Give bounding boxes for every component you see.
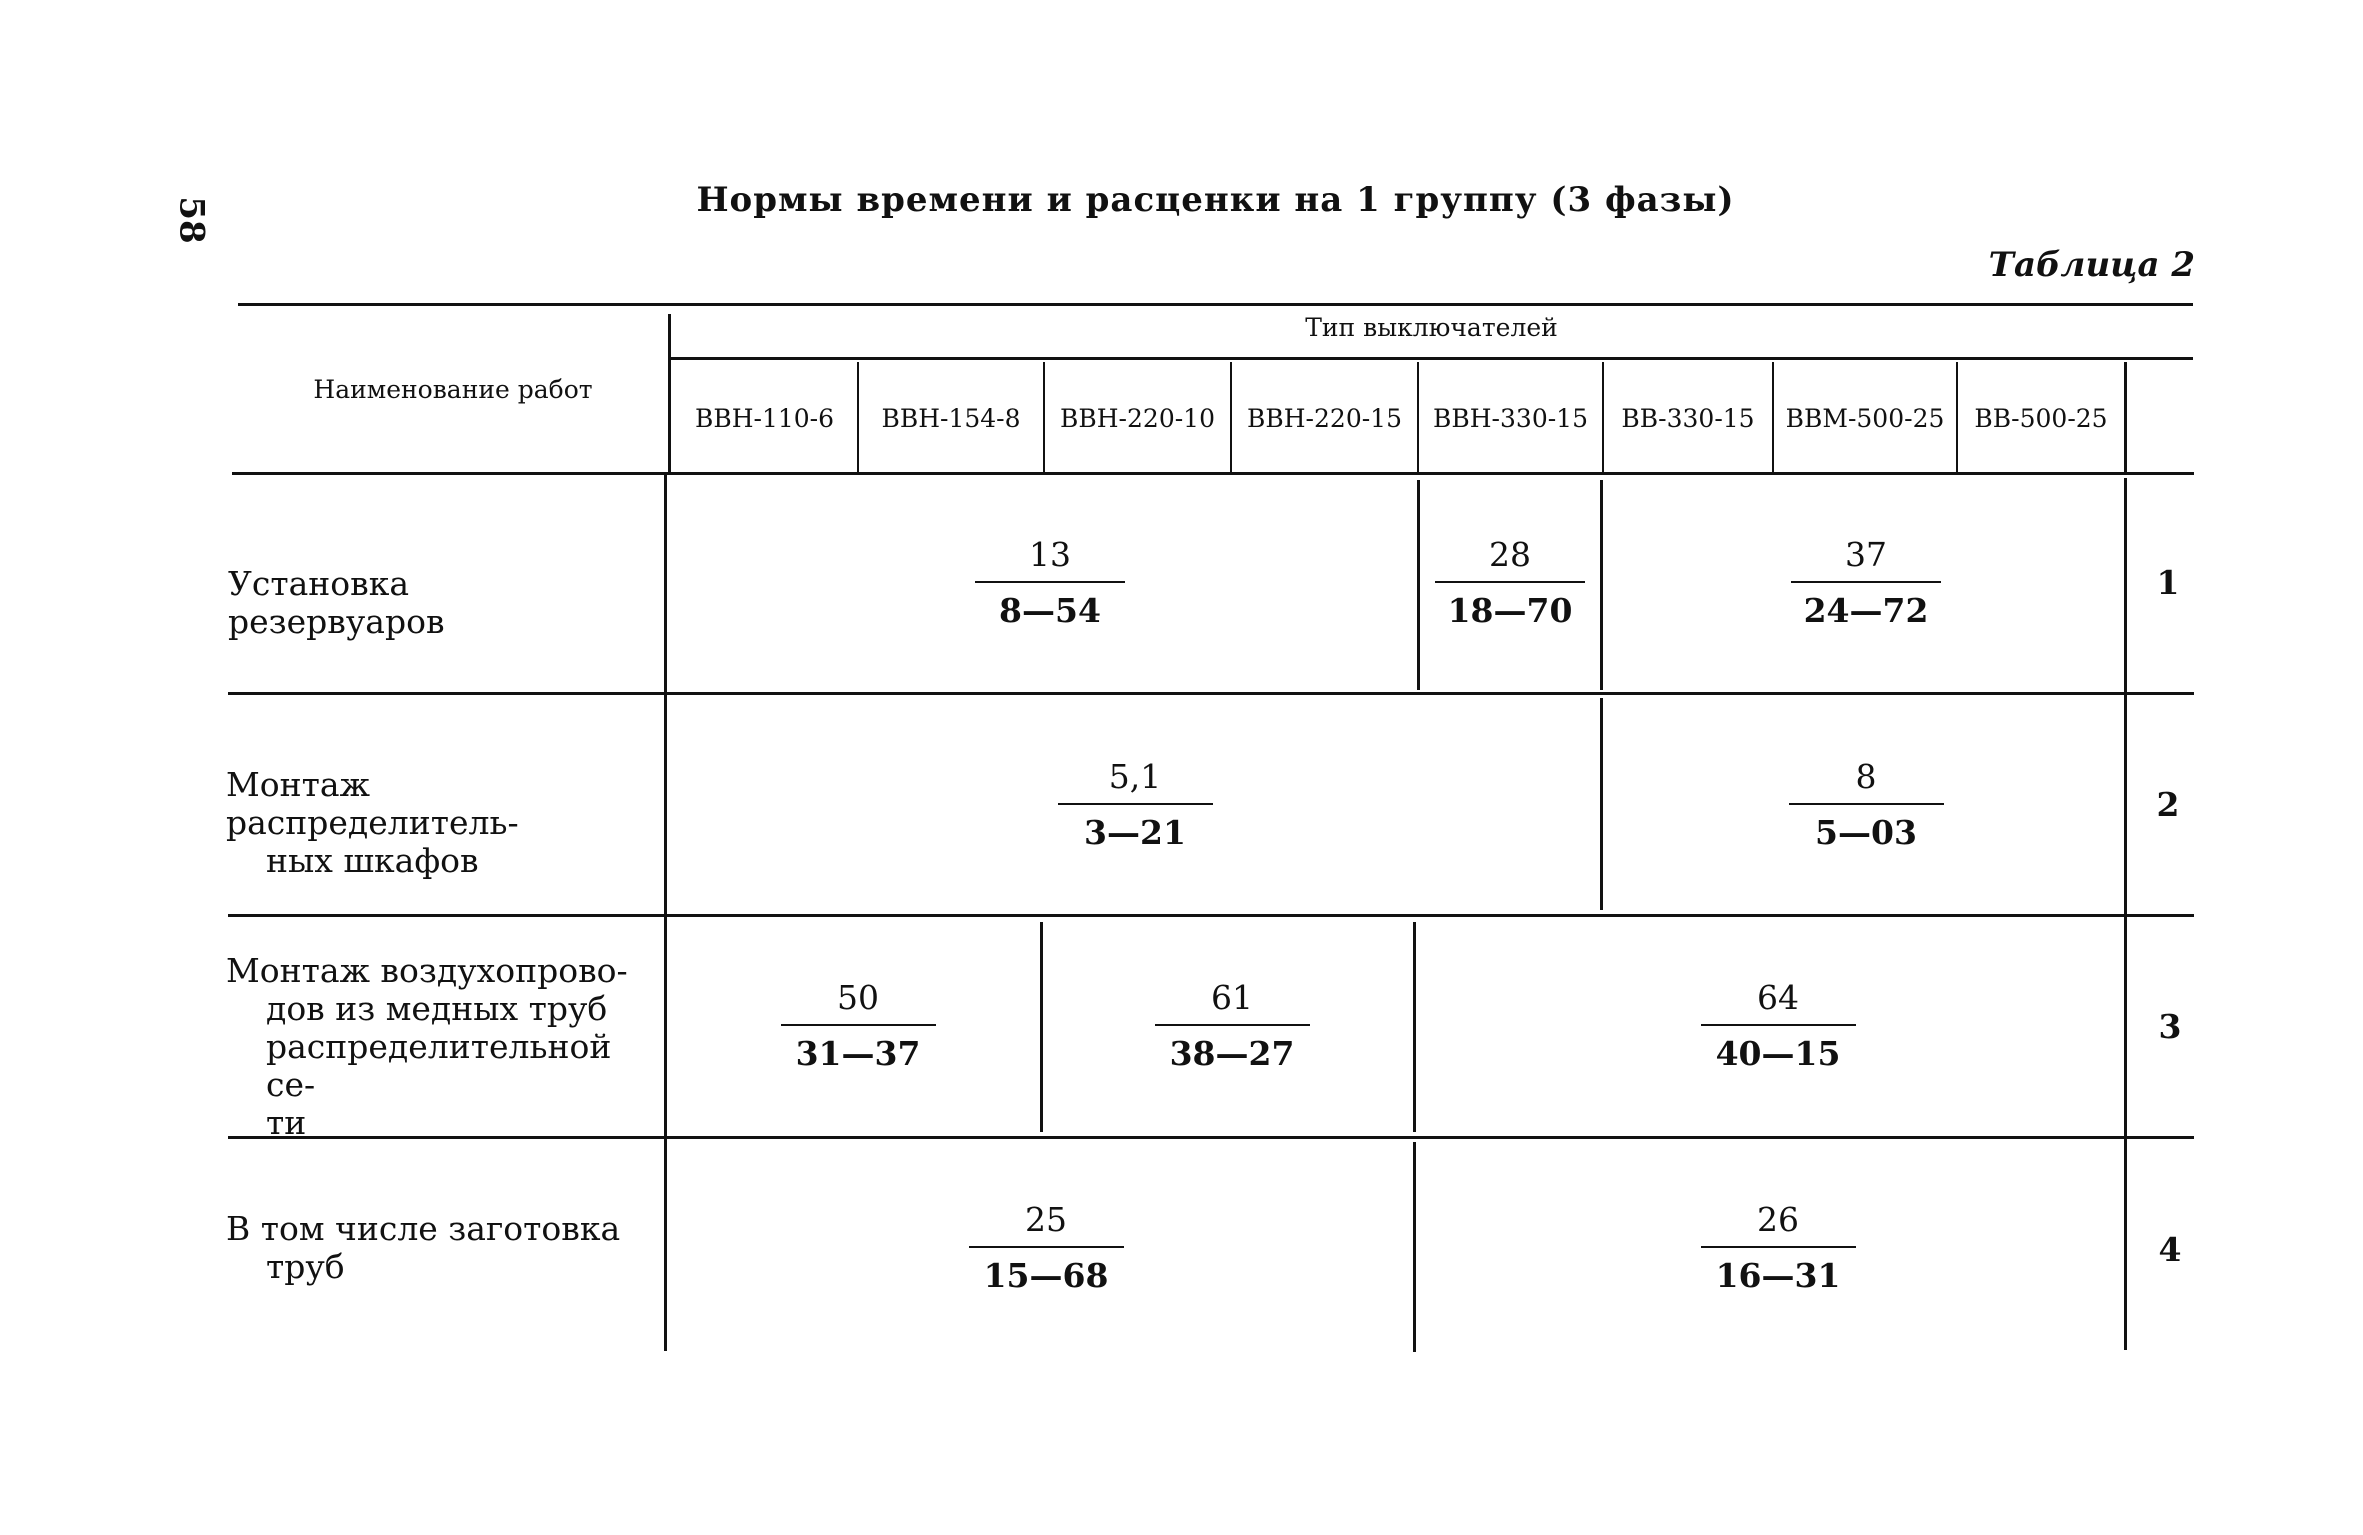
row-3-value-2-time: 61	[1211, 978, 1253, 1017]
row-3-value-1-time: 50	[837, 978, 879, 1017]
row-2-value-1-time: 5,1	[1108, 757, 1162, 796]
row-4-value-1	[966, 1200, 1126, 1296]
row-divider-2	[228, 914, 2194, 917]
row-1-number: 1	[2156, 563, 2180, 602]
row-1-value-1-time: 13	[1029, 535, 1071, 574]
row-3-value-2	[1152, 978, 1312, 1074]
row-1-value-3	[1786, 535, 1946, 631]
page-title	[0, 180, 2363, 220]
fraction-bar	[1701, 1024, 1856, 1026]
name-column-rule-body	[664, 474, 667, 1351]
row4-sep-a	[1413, 1142, 1416, 1352]
fraction-bar	[975, 581, 1125, 583]
row-3-name-line-1: Монтаж воздухопрово-	[226, 951, 628, 990]
header-col-1: ВВН-110-6	[694, 404, 835, 433]
header-col-2: ВВН-154-8	[881, 404, 1021, 433]
row-1-name-line-1: Установка резервуаров	[228, 564, 445, 641]
row-4-value-1-price: 15—68	[983, 1256, 1109, 1295]
row-4-name-line-2: труб	[266, 1247, 345, 1286]
header-bottom-rule	[232, 472, 2194, 475]
row-1-value-1-price: 8—54	[999, 591, 1101, 630]
row-1-value-2-price: 18—70	[1447, 591, 1573, 630]
row-4-name-line-1: В том числе заготовка	[226, 1209, 621, 1248]
row-1-value-3-price: 24—72	[1803, 591, 1929, 630]
row-3-name-line-4: ти	[266, 1103, 307, 1142]
header-col-3: ВВН-220-10	[1060, 404, 1215, 433]
row-1-value-2	[1430, 535, 1590, 631]
header-col-7: ВВМ-500-25	[1785, 404, 1945, 433]
row-3-value-1	[778, 978, 938, 1074]
row-3-value-3	[1698, 978, 1858, 1074]
row-2-value-1	[1055, 757, 1215, 853]
row-3-number: 3	[2158, 1007, 2182, 1046]
page-title-text: Нормы времени и расценки на 1 группу (3 фазы)	[696, 180, 1735, 220]
row-2-name-line-1: Монтаж распределитель-	[226, 765, 519, 842]
row-2-name	[226, 766, 658, 880]
row-3-value-3-price: 40—15	[1715, 1034, 1841, 1073]
header-col-5: ВВН-330-15	[1433, 404, 1588, 433]
row2-sep-a	[1600, 698, 1603, 910]
row3-sep-a	[1040, 922, 1043, 1132]
header-sub-rule	[670, 357, 2193, 360]
fraction-bar	[1789, 803, 1944, 805]
fraction-bar	[781, 1024, 936, 1026]
row-1-value-1	[970, 535, 1130, 631]
row-1-value-2-time: 28	[1489, 535, 1531, 574]
header-name-column: Наименование работ	[313, 375, 593, 404]
header-col-6: ВВ-330-15	[1621, 404, 1755, 433]
fraction-bar	[1701, 1246, 1856, 1248]
fraction-bar	[1435, 581, 1585, 583]
header-col-4: ВВН-220-15	[1247, 404, 1402, 433]
row-4-value-1-time: 25	[1025, 1200, 1067, 1239]
page-number: 58	[171, 196, 212, 244]
row1-sep-a	[1417, 480, 1420, 690]
header-switch-type: Тип выключателей	[1305, 313, 1558, 342]
row1-sep-b	[1600, 480, 1603, 690]
row-divider-1	[228, 692, 2194, 695]
row-3-name-line-3: распределительной се-	[266, 1027, 612, 1104]
row-3-value-1-price: 31—37	[795, 1034, 921, 1073]
row-3-value-3-time: 64	[1757, 978, 1799, 1017]
fraction-bar	[1791, 581, 1941, 583]
table-top-rule	[238, 303, 2193, 306]
row-4-number: 4	[2158, 1230, 2182, 1269]
row-2-value-1-price: 3—21	[1084, 813, 1186, 852]
row-2-value-2-price: 5—03	[1815, 813, 1917, 852]
number-column-rule	[2124, 478, 2127, 1350]
table-caption: Таблица 2	[1988, 245, 2195, 285]
row-3-name	[226, 952, 658, 1142]
row-1-value-3-time: 37	[1845, 535, 1887, 574]
row-3-value-2-price: 38—27	[1169, 1034, 1295, 1073]
row-2-number: 2	[2156, 785, 2180, 824]
row-2-value-2	[1786, 757, 1946, 853]
fraction-bar	[969, 1246, 1124, 1248]
row-2-value-2-time: 8	[1855, 757, 1877, 796]
row-4-name	[226, 1210, 658, 1286]
hdr-sep-8	[2124, 362, 2127, 472]
row-2-name-line-2: ных шкафов	[266, 841, 479, 880]
fraction-bar	[1058, 803, 1213, 805]
row-1-name	[228, 565, 628, 641]
row3-sep-b	[1413, 922, 1416, 1132]
row-3-name-line-2: дов из медных труб	[266, 989, 608, 1028]
row-4-value-2-price: 16—31	[1715, 1256, 1841, 1295]
header-col-8: ВВ-500-25	[1974, 404, 2108, 433]
row-4-value-2-time: 26	[1757, 1200, 1799, 1239]
row-4-value-2	[1698, 1200, 1858, 1296]
fraction-bar	[1155, 1024, 1310, 1026]
